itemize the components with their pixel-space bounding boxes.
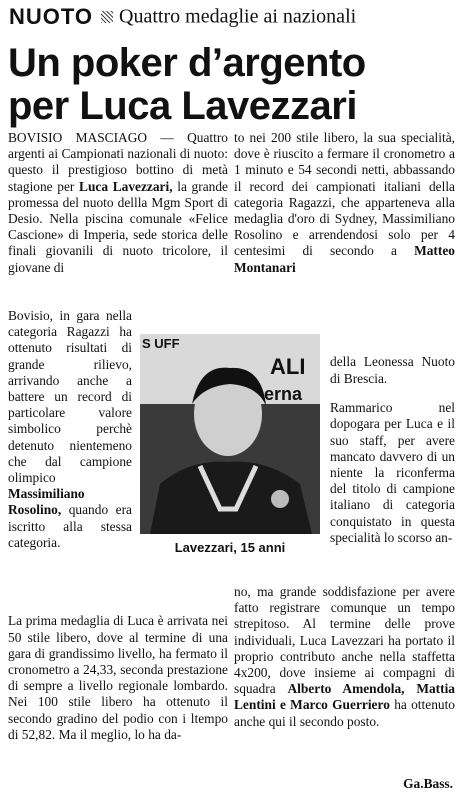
- kicker-subtitle: Quattro medaglie ai nazionali: [119, 5, 357, 28]
- column-left-bottom: [8, 600, 228, 756]
- intro-text-a: Quattro argenti ai Campionati nazionali di nuoto: questo il prestigioso bottino di metà stagione per: [8, 130, 228, 194]
- right-bottom-end: ha ottenuto anche qui il secondo posto.: [234, 697, 455, 729]
- photo-caption: Lavezzari, 15 anni: [174, 540, 286, 555]
- svg-text:ALI: ALI: [270, 354, 306, 379]
- paragraph-intro: [8, 130, 228, 276]
- separator-icon: [101, 11, 113, 23]
- athlete-photo: [140, 334, 320, 534]
- section-kicker: [9, 4, 455, 30]
- right-top-text: to nei 200 stile libero, la sua specialità, dove è riuscito a fermare il cronometro a 1 minuto e 54 secondi netti, abbassando il record dei campionati italiani della categoria Ragazzi, che apparteneva alla medaglia d'oro di Sydney, Massimiliano Rosolino e arrendendosi solo per 4 centesimi di secondo a: [234, 130, 455, 259]
- author-signature: Ga.Bass.: [403, 776, 453, 791]
- athlete-portrait-icon: [140, 334, 320, 534]
- right-bottom-text: no, ma grande soddisfazione per avere fatto registrare comunque un tempo strepitoso. Al termine delle prove individuali, Luca Lavezzari ha portato il proprio contributo anche nella staffetta 4x200, dove insieme ai compagni di squadra: [234, 584, 455, 697]
- intro-text-b: la grande promessa del nuoto dellla Mgm Sport di Desio. Nella piscina comunale «Felice Cascione» di Imperia, sede storica delle finali giovanili di nuoto tricolore, il giovane di: [8, 178, 228, 275]
- wrap-right-text-b: Rammarico nel dopogara per Luca e il suo staff, per avere mancato davvero di un niente la riconferma del titolo di campione italiano di categoria conquistato in questa specialità lo scorso an-: [330, 400, 455, 545]
- wrap-left-end: quando era iscritto alla stessa categoria.: [8, 502, 132, 550]
- wrap-left-name: Massimiliano Rosolino,: [8, 486, 85, 518]
- dateline: BOVISIO MASCIAGO —: [8, 130, 174, 145]
- headline: [8, 42, 458, 128]
- right-top-name: Matteo Montanari: [234, 243, 455, 275]
- column-left-wrap: [8, 308, 132, 551]
- column-right-wrap: [330, 341, 455, 559]
- svg-text:erna: erna: [264, 384, 303, 404]
- relay-teammates: Alberto Amendola, Mattia Lentini e Marco Guerriero: [234, 681, 455, 713]
- column-left-top: [8, 130, 228, 276]
- headline-line-1: Un poker d’argento: [8, 41, 366, 85]
- paragraph-medals: La prima medaglia di Luca è arrivata nei 50 stile libero, dove al termine di una gara di grandissimo livello, ha fermato il cronometro a 24,33, seconda prestazione di sempre a livello regionale lombardo. Nei 100 stile libero ha ottenuto il secondo gradino del podio con i ltempo di 52,82. Ma il meglio, lo ha da-: [8, 613, 228, 742]
- column-right-top: [234, 130, 455, 276]
- wrap-left-text: Bovisio, in gara nella categoria Ragazzi ha ottenuto risultati di grande rilievo, arrivando anche a battere un record di particolare valore simbolico perchè detenuto nientemeno che dal campione olimpico: [8, 308, 132, 486]
- column-right-bottom: [234, 584, 455, 730]
- svg-text:S UFF: S UFF: [142, 336, 180, 351]
- headline-line-2: per Luca Lavezzari: [8, 84, 357, 128]
- wrap-right-text-a: della Leonessa Nuoto di Brescia.: [330, 354, 455, 386]
- intro-name: Luca Lavezzari,: [79, 178, 173, 194]
- section-label: NUOTO: [9, 4, 94, 29]
